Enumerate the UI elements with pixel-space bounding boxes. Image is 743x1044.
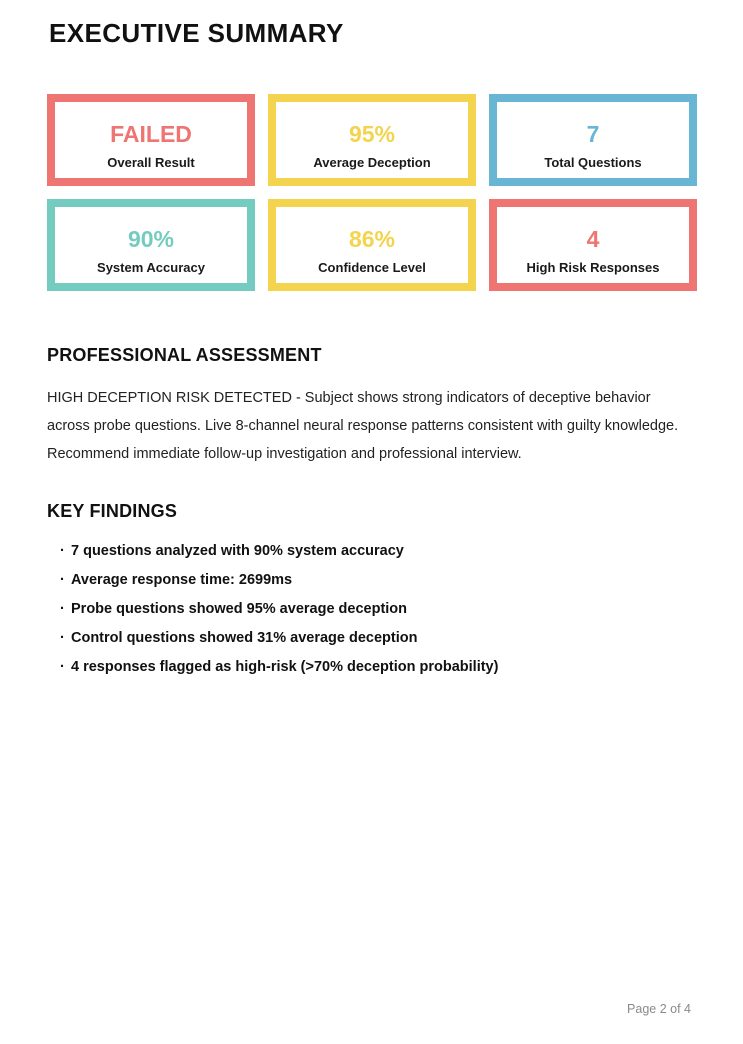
metric-value: 7 — [586, 121, 600, 147]
metric-value: 90% — [127, 226, 175, 252]
metric-value: 86% — [348, 226, 396, 252]
page-content — [47, 0, 697, 682]
finding-item: · 4 responses flagged as high-risk (>70% deception probability) — [71, 653, 697, 682]
metric-cards-row-2 — [47, 199, 697, 291]
findings-heading: KEY FINDINGS — [47, 501, 178, 521]
finding-item: · Average response time: 2699ms — [71, 566, 697, 595]
metric-card-overall-result — [47, 94, 255, 186]
metric-card-high-risk-responses — [489, 199, 697, 291]
metric-label: Confidence Level — [318, 260, 426, 275]
metric-card-total-questions — [489, 94, 697, 186]
finding-item: · Probe questions showed 95% average deception — [71, 595, 697, 624]
metric-card-average-deception — [268, 94, 476, 186]
finding-item: · Control questions showed 31% average deception — [71, 624, 697, 653]
metric-cards-row-1 — [47, 94, 697, 186]
finding-item: · 7 questions analyzed with 90% system accuracy — [71, 537, 697, 566]
page-number: Page 2 of 4 — [627, 1002, 691, 1016]
metric-label: System Accuracy — [97, 260, 205, 275]
metric-card-confidence-level — [268, 199, 476, 291]
metric-value: 4 — [586, 226, 600, 252]
metric-value: FAILED — [110, 121, 192, 147]
assessment-heading: PROFESSIONAL ASSESSMENT — [47, 345, 322, 365]
assessment-body-text: HIGH DECEPTION RISK DETECTED - Subject shows strong indicators of deceptive behavior across probe questions. Live 8-channel neural response patterns consistent with guilty knowledge. Recommend immediate follow-up investigation and professional interview. — [47, 390, 679, 462]
metric-label: Total Questions — [544, 155, 642, 170]
page-title: EXECUTIVE SUMMARY — [49, 18, 344, 48]
metric-label: Overall Result — [107, 155, 195, 170]
findings-list — [47, 537, 697, 682]
metric-label: High Risk Responses — [526, 260, 660, 275]
metric-card-system-accuracy — [47, 199, 255, 291]
metric-value: 95% — [348, 121, 396, 147]
metric-label: Average Deception — [313, 155, 431, 170]
